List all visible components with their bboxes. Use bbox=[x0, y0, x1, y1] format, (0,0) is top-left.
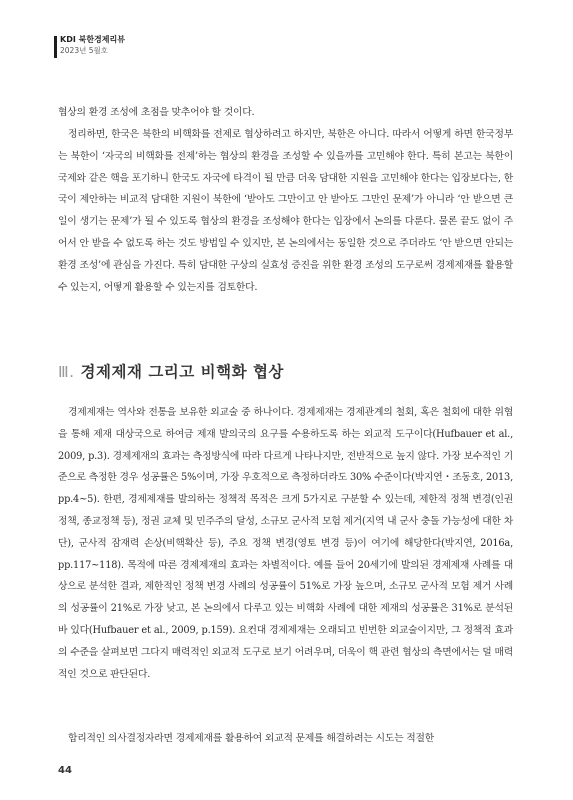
journal-header bbox=[60, 34, 125, 56]
journal-issue: 2023년 5월호 bbox=[60, 46, 108, 55]
body-paragraph-rational: 합리적인 의사결정자라면 경제제재를 활용하여 외교적 문제를 해결하려는 시도는 적절한 bbox=[68, 733, 435, 744]
body-paragraph-continued: 협상의 환경 조성에 초점을 맞추어야 할 것이다. bbox=[58, 107, 255, 118]
section-heading bbox=[58, 360, 284, 382]
body-paragraph-sanctions: 경제제재는 역사와 전통을 보유한 외교술 중 하나이다. 경제제재는 경제관계의 철회, 혹은 철회에 대한 위협을 통해 제재 대상국으로 하여금 제재 발의국의 요구를 수용하도록 하는 외교적 도구이다(Hufbauer et al., 2009, p.3). 경제제재의 효과는 측정방식에 따라 다르게 나타나지만, 전반적으로 높지 않다. 가장 보수적인 기준으로 측정한 경우 성공률은 5%이며, 가장 우호적으로 측정하더라도 30% 수준이다(박지연・조동호, 2013, pp.4~5). 한편, 경제제재를 발의하는 정책적 목적은 크게 5가지로 구분할 수 있는데, 제한적 정책 변경(인권정책, 종교정책 등), 정권 교체 및 민주주의 달성, 소규모 군사적 모험 제거(지역 내 군사 충돌 가능성에 대한 차단), 군사적 잠재력 손상(비핵확산 등), 주요 정책 변경(영토 변경 등)이 여기에 해당한다(박지연, 2016a, pp.117~118). 목적에 따른 경제제재의 효과는 차별적이다. 예를 들어 20세기에 발의된 경제제재 사례를 대상으로 분석한 결과, 제한적인 정책 변경 사례의 성공률이 51%로 가장 높으며, 소규모 군사적 모험 제거 사례의 성공률이 21%로 가장 낮고, 본 논의에서 다루고 있는 비핵화 사례에 대한 제재의 성공률은 31%로 분석된 바 있다(Hufbauer et al., 2009, p.159). 요컨대 경제제재는 오래되고 빈번한 외교술이지만, 그 정책적 효과의 수준을 살펴보면 그다지 매력적인 외교적 도구로 보기 어려우며, 더욱이 핵 관련 협상의 측면에서는 덜 매력적인 것으로 판단된다. bbox=[58, 407, 513, 680]
page-number: 44 bbox=[58, 765, 72, 776]
section-number: Ⅲ. bbox=[58, 363, 75, 381]
header-accent-bar bbox=[54, 36, 57, 58]
section-title: 경제제재 그리고 비핵화 협상 bbox=[80, 363, 284, 381]
body-paragraph-summary: 정리하면, 한국은 북한의 비핵화를 전제로 협상하려고 하지만, 북한은 아니다. 따라서 어떻게 하면 한국정부는 북한이 ‘자국의 비핵화를 전제’하는 협상의 환경을 조성할 수 있을까를 고민해야 한다. 특히 본고는 북한이 국제와 같은 핵을 포기하니 한국도 자국에 타격이 될 만큼 더욱 담대한 지원을 고민해야 한다는 입장보다는, 한국이 제안하는 비교적 담대한 지원이 북한에 ‘받아도 그만이고 안 받아도 그만인 문제’가 아니라 ‘안 받으면 큰일이 생기는 문제’가 될 수 있도록 협상의 환경을 조성해야 한다는 입장에서 논의를 다룬다. 물론 끝도 없이 주어서 안 받을 수 없도록 하는 것도 방법일 수 있지만, 본 논의에서는 동일한 것으로 주더라도 ‘안 받으면 안되는 환경 조성’에 관심을 가진다. 특히 담대한 구상의 실효성 증진을 위한 환경 조성의 도구로써 경제제재를 활용할 수 있는지, 어떻게 활용할 수 있는지를 검토한다. bbox=[58, 129, 513, 293]
journal-title: KDI 북한경제리뷰 bbox=[60, 35, 125, 44]
